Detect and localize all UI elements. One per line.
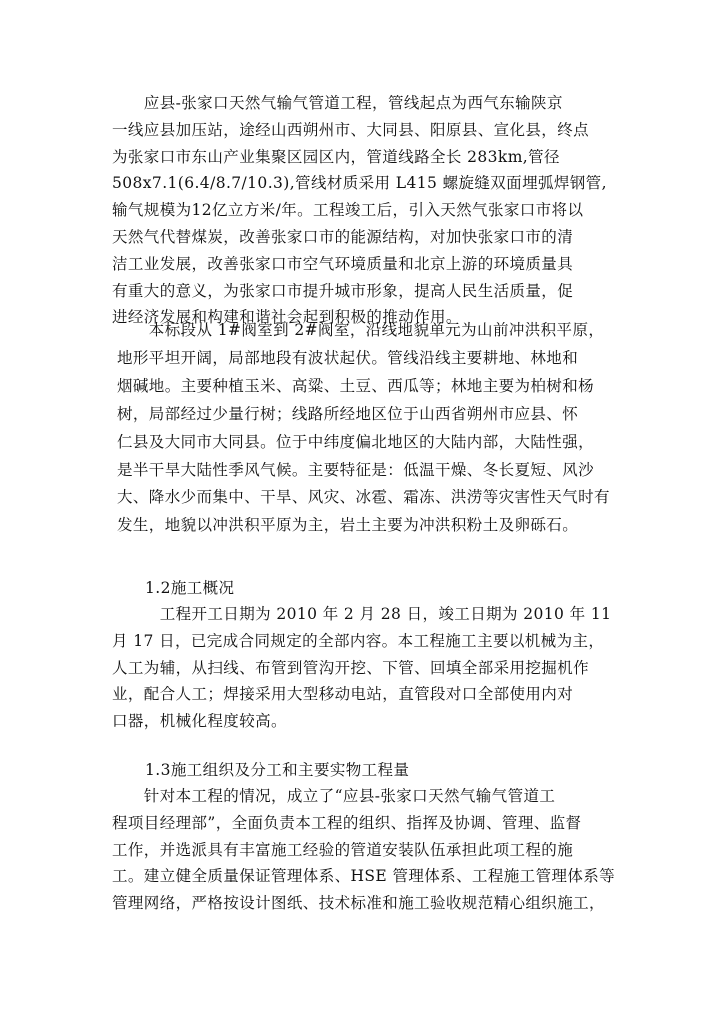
paragraph-construction-overview [112, 601, 611, 735]
text-line: 管理网络，严格按设计图纸、技术标准和施工验收规范精心组织施工， [112, 894, 605, 913]
section-heading-construction-overview: 1.2施工概况 [145, 579, 235, 597]
text-line: 工。建立健全质量保证管理体系、HSE 管理体系、工程施工管理体系等 [112, 867, 616, 886]
text-line: 仁县及大同市大同县。位于中纬度偏北地区的大陆内部，大陆性强， [117, 432, 595, 451]
text-line: 地形平坦开阔，局部地段有波状起伏。管线沿线主要耕地、林地和 [117, 348, 579, 367]
text-line: 是半干旱大陆性季风气候。主要特征是：低温干燥、冬长夏短、风沙 [117, 460, 595, 479]
text-line: 天然气代替煤炭，改善张家口市的能源结构，对加快张家口市的清 [112, 227, 574, 246]
text-line: 输气规模为12亿立方米/年。工程竣工后，引入天然气张家口市将以 [112, 201, 584, 220]
text-line: 洁工业发展，改善张家口市空气环境质量和北京上游的环境质量具 [112, 254, 574, 273]
text-line: 本标段从 1#阀室到 2#阀室，沿线地貌单元为山前冲洪积平原， [117, 321, 605, 339]
text-line: 业，配合人工；焊接采用大型移动电站，直管段对口全部使用内对 [112, 685, 574, 704]
text-line: 月 17 日，已完成合同规定的全部内容。本工程施工主要以机械为主， [112, 631, 605, 650]
text-line: 树，局部经过少量行树；线路所经地区位于山西省朔州市应县、怀 [117, 404, 579, 423]
paragraph-project-overview [112, 90, 607, 331]
text-line: 大、降水少而集中、干旱、风灾、冰雹、霜冻、洪涝等灾害性天气时有 [117, 488, 610, 507]
text-line: 应县-张家口天然气输气管道工程，管线起点为西气东输陕京 [112, 94, 563, 112]
text-line: 工程开工日期为 2010 年 2 月 28 日，竣工日期为 2010 年 11 [112, 605, 612, 623]
text-line: 烟碱地。主要种植玉米、高粱、土豆、西瓜等；林地主要为柏树和杨 [117, 376, 595, 395]
section-heading-organization: 1.3施工组织及分工和主要实物工程量 [145, 761, 410, 779]
text-line: 口器，机械化程度较高。 [112, 712, 287, 731]
text-line: 工作，并选派具有丰富施工经验的管道安装队伍承担此项工程的施 [112, 840, 574, 859]
text-line: 进经济发展和构建和谐社会起到积极的推动作用。 [112, 308, 462, 327]
text-line: 发生，地貌以冲洪积平原为主，岩土主要为冲洪积粉土及卵砾石。 [117, 516, 579, 535]
text-line: 一线应县加压站，途经山西朔州市、大同县、阳原县、宣化县，终点 [112, 120, 590, 139]
text-line: 人工为辅，从扫线、布管到管沟开挖、下管、回填全部采用挖掘机作 [112, 658, 590, 677]
text-line: 508x7.1(6.4/8.7/10.3),管线材质采用 L415 螺旋缝双面埋弧焊钢管, [112, 174, 607, 193]
paragraph-organization [112, 783, 615, 917]
text-line: 有重大的意义，为张家口市提升城市形象，提高人民生活质量，促 [112, 281, 574, 300]
text-line: 针对本工程的情况，成立了“应县-张家口天然气输气管道工 [112, 787, 556, 805]
text-line: 为张家口市东山产业集聚区园区内，管道线路全长 283km,管径 [112, 147, 560, 166]
paragraph-section-terrain [117, 317, 610, 540]
text-line: 程项目经理部”，全面负责本工程的组织、指挥及协调、管理、监督 [112, 813, 582, 832]
